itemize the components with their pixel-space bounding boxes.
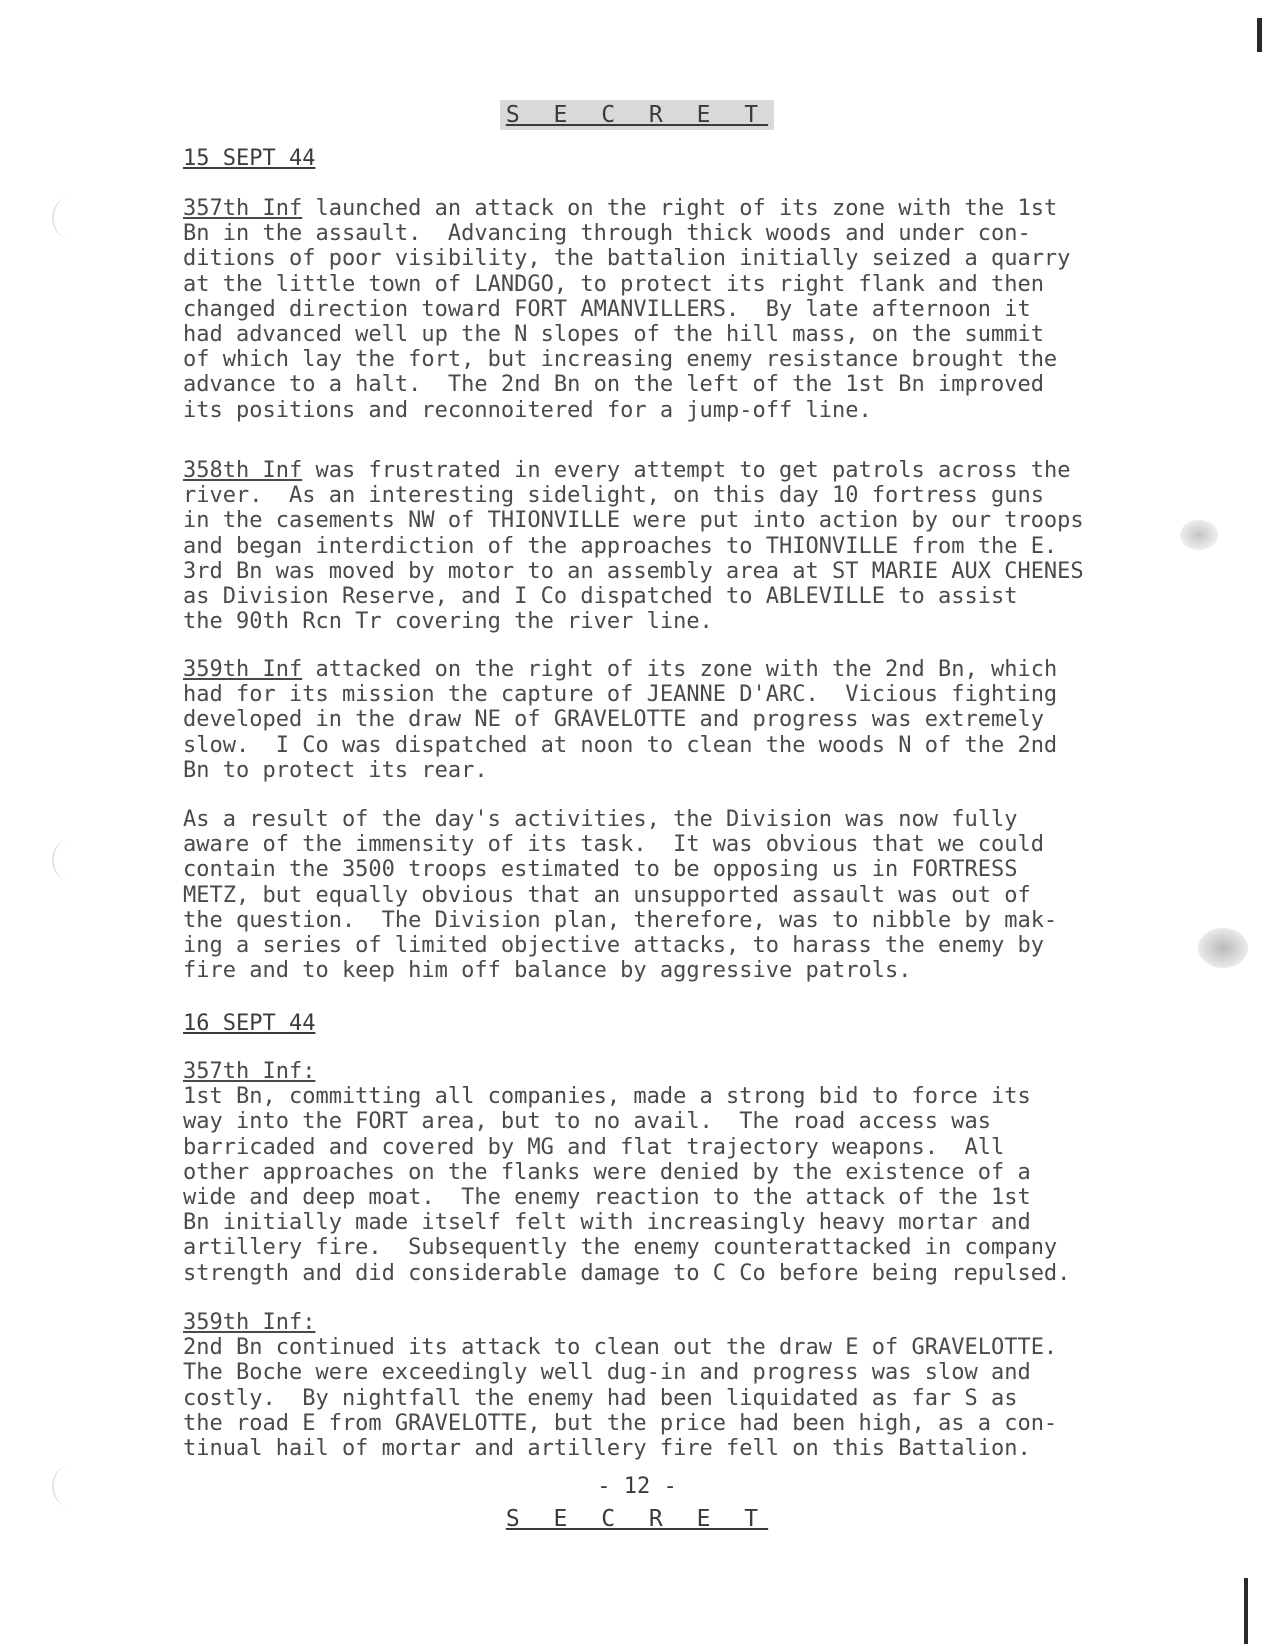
unit-label: 359th Inf: [183,1310,316,1335]
paragraph-359th-16sept [183,1310,1183,1461]
unit-label: 359th Inf [183,657,303,682]
paragraph-text: 2nd Bn continued its attack to clean out the draw E of GRAVELOTTE. The Boche were exceedingly well dug-in and progress was slow and costly. By nightfall the enemy had been liquidated as far S as the road E from GRAVELOTTE, but the price had been high, as a con- tinual hail of mortar and artillery fire fell on this Battalion. [183,1335,1058,1462]
paragraph-summary-15sept [183,807,1183,983]
ink-smudge [1198,928,1248,968]
paragraph-text: attacked on the right of its zone with the 2nd Bn, which had for its mission the capture of JEANNE D'ARC. Vicious fighting developed in the draw NE of GRAVELOTTE and progress was extremely slow. I Co was dispatched at noon to clean the woods N of the 2nd Bn to protect its rear. [183,657,1058,783]
unit-label: 357th Inf [183,196,303,221]
unit-label: 357th Inf: [183,1059,316,1084]
paragraph-text: launched an attack on the right of its zone with the 1st Bn in the assault. Advancing through thick woods and under con- ditions of poor visibility, the battalion initially seized a quarry at the little town of LANDGO, to protect its right flank and then changed direction toward FORT AMANVILLERS. By late afternoon it had advanced well up the N slopes of the hill mass, on the summit of which lay the fort, but increasing enemy resistance brought the advance to a halt. The 2nd Bn on the left of the 1st Bn improved its positions and reconnoitered for a jump-off line. [183,196,1071,423]
scan-edge-mark [1244,1578,1248,1644]
paragraph-text: was frustrated in every attempt to get patrols across the river. As an interesting sidelight, on this day 10 fortress guns in the casements NW of THIONVILLE were put into action by our troops and began interdiction of the approaches to THIONVILLE from the E. 3rd Bn was moved by motor to an assembly area at ST MARIE AUX CHENES as Division Reserve, and I Co dispatched to ABLEVILLE to assist the 90th Rcn Tr covering the river line. [183,458,1084,635]
paragraph-358th-15sept [183,458,1183,634]
classification-header: S E C R E T [0,102,1274,128]
paragraph-357th-16sept [183,1059,1183,1286]
unit-label: 358th Inf [183,458,303,483]
date-heading: 15 SEPT 44 [183,146,316,171]
date-heading: 16 SEPT 44 [183,1011,316,1036]
paragraph-359th-15sept [183,657,1183,783]
paragraph-357th-15sept [183,196,1183,423]
ink-smudge [1180,520,1218,550]
paragraph-text: As a result of the day's activities, the Division was now fully aware of the immensity of its task. It was obvious that we could contain the 3500 troops estimated to be opposing us in FORTRESS METZ, but equally obvious that an unsupported assault was out of the question. The Division plan, therefore, was to nibble by mak- ing a series of limited objective attacks, to harass the enemy by fire and to keep him off balance by aggressive patrols. [183,807,1058,984]
page-number: - 12 - [597,1474,677,1499]
punch-hole-mark [52,840,84,880]
scan-edge-mark [1257,18,1262,52]
classification-footer: S E C R E T [505,1506,769,1532]
punch-hole-mark [52,1466,84,1506]
paragraph-text: 1st Bn, committing all companies, made a strong bid to force its way into the FORT area, but to no avail. The road access was barricaded and covered by MG and flat trajectory weapons. All other approaches on the flanks were denied by the existence of a wide and deep moat. The enemy reaction to the attack of the 1st Bn initially made itself felt with increasingly heavy mortar and artillery fire. Subsequently the enemy counterattacked in company strength and did considerable damage to C Co before being repulsed. [183,1084,1071,1286]
punch-hole-mark [52,198,84,238]
